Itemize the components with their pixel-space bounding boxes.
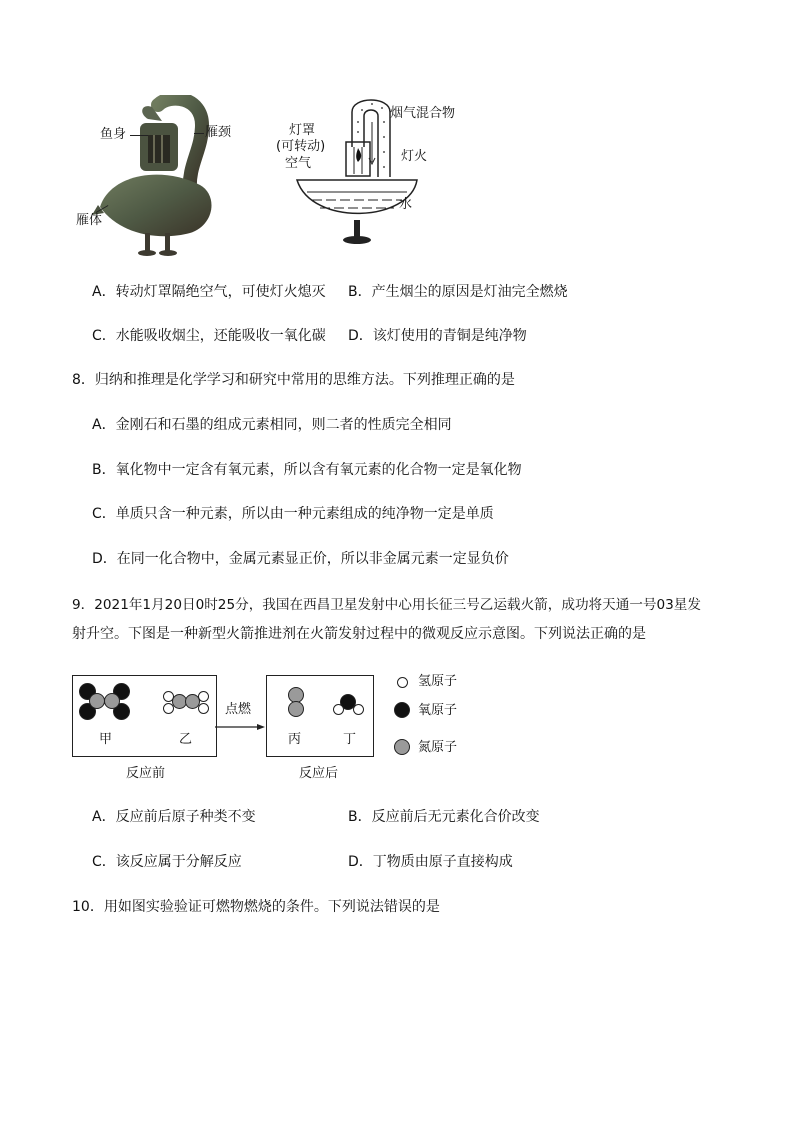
label-water: 水 xyxy=(399,197,413,212)
q8-option-a: A．金刚石和石墨的组成元素相同，则二者的性质完全相同 xyxy=(92,417,452,433)
label-smoke-mixture: 烟气混合物 xyxy=(390,106,456,121)
label-after: 反应后 xyxy=(299,766,339,781)
q9-option-a: A．反应前后原子种类不变 xyxy=(92,809,256,825)
q7-option-d: D．该灯使用的青铜是纯净物 xyxy=(348,328,527,344)
legend-oxygen-label: 氧原子 xyxy=(418,703,458,718)
q7-option-a: A．转动灯罩隔绝空气，可使灯火熄灭 xyxy=(92,284,326,300)
reaction-arrow xyxy=(215,716,266,724)
label-jia: 甲 xyxy=(99,732,113,747)
legend-oxygen-symbol xyxy=(394,702,410,718)
label-bing: 丙 xyxy=(288,732,302,747)
label-ding: 丁 xyxy=(343,732,357,747)
legend-nitrogen-label: 氮原子 xyxy=(418,740,458,755)
label-goose-body: 雁体 xyxy=(76,213,103,228)
label-lamp-shade: 灯罩 xyxy=(289,123,316,138)
legend-hydrogen-symbol xyxy=(397,677,408,688)
q8-option-c: C．单质只含一种元素，所以由一种元素组成的纯净物一定是单质 xyxy=(92,506,494,522)
products-box xyxy=(266,675,374,757)
label-air: 空气 xyxy=(285,156,312,171)
label-before: 反应前 xyxy=(126,766,166,781)
q9-stem-line2: 射升空。下图是一种新型火箭推进剂在火箭发射过程中的微观反应示意图。下列说法正确的是 xyxy=(72,626,646,642)
q7-option-b: B．产生烟尘的原因是灯油完全燃烧 xyxy=(348,284,568,300)
q7-option-c: C．水能吸收烟尘，还能吸收一氧化碳 xyxy=(92,328,326,344)
label-fish-body: 鱼身 xyxy=(100,127,127,142)
label-flame: 灯火 xyxy=(401,149,428,164)
legend-nitrogen-symbol xyxy=(394,739,410,755)
q8-stem: 8．归纳和推理是化学学习和研究中常用的思维方法。下列推理正确的是 xyxy=(72,372,515,388)
q8-option-d: D．在同一化合物中，金属元素显正价，所以非金属元素一定显负价 xyxy=(92,551,509,567)
q9-option-d: D．丁物质由原子直接构成 xyxy=(348,854,513,870)
label-yi: 乙 xyxy=(179,732,193,747)
q9-option-c: C．该反应属于分解反应 xyxy=(92,854,242,870)
pointer-goose-neck xyxy=(194,133,204,134)
label-condition: 点燃 xyxy=(225,702,252,717)
label-rotatable: (可转动) xyxy=(276,139,326,154)
goose-lamp-photo xyxy=(90,95,225,260)
label-goose-neck: 雁颈 xyxy=(205,125,232,140)
q8-option-b: B．氧化物中一定含有氧元素，所以含有氧元素的化合物一定是氧化物 xyxy=(92,462,522,478)
q9-option-b: B．反应前后无元素化合价改变 xyxy=(348,809,540,825)
q9-stem-line1: 9．2021年1月20日0时25分，我国在西昌卫星发射中心用长征三号乙运载火箭，成功将天通一号03星发 xyxy=(72,597,701,613)
legend-hydrogen-label: 氢原子 xyxy=(418,674,458,689)
q10-stem: 10．用如图实验验证可燃物燃烧的条件。下列说法错误的是 xyxy=(72,899,440,915)
pointer-fish-body xyxy=(130,135,148,136)
